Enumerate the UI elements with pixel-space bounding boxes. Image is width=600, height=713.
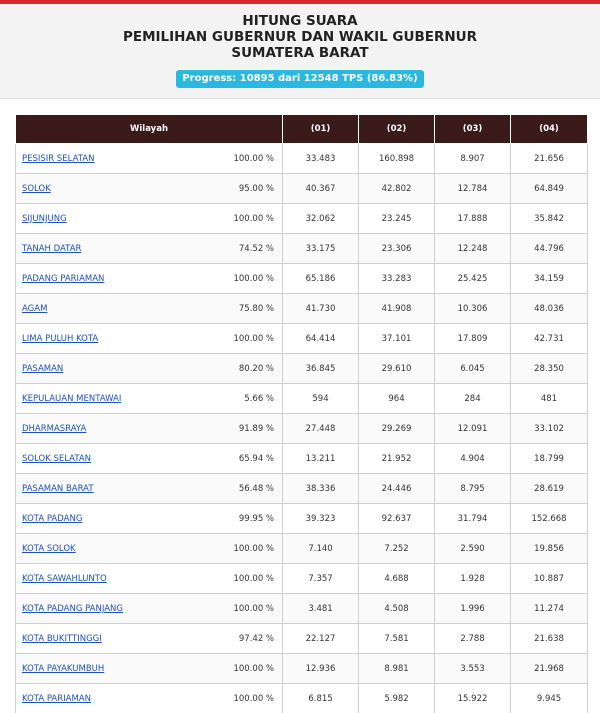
votes-candidate-03: 2.788 <box>435 624 511 654</box>
votes-candidate-03: 12.248 <box>435 234 511 264</box>
region-link[interactable]: KOTA SOLOK <box>22 543 76 554</box>
table-row <box>16 264 588 294</box>
votes-candidate-02: 7.581 <box>359 624 435 654</box>
region-link[interactable]: KOTA SAWAHLUNTO <box>22 573 107 584</box>
completion-percent: 100.00 % <box>211 564 283 594</box>
votes-candidate-04: 21.638 <box>511 624 588 654</box>
region-cell <box>16 174 211 204</box>
table-header-row <box>16 115 588 144</box>
region-cell <box>16 684 211 713</box>
votes-candidate-02: 160.898 <box>359 144 435 174</box>
votes-candidate-04: 33.102 <box>511 414 588 444</box>
votes-candidate-03: 6.045 <box>435 354 511 384</box>
votes-candidate-04: 21.968 <box>511 654 588 684</box>
region-link[interactable]: DHARMASRAYA <box>22 423 87 434</box>
region-link[interactable]: KEPULAUAN MENTAWAI <box>22 393 122 404</box>
completion-percent: 100.00 % <box>211 594 283 624</box>
votes-candidate-02: 8.981 <box>359 654 435 684</box>
votes-candidate-03: 12.784 <box>435 174 511 204</box>
region-link[interactable]: TANAH DATAR <box>22 243 82 254</box>
table-row <box>16 324 588 354</box>
votes-candidate-02: 4.688 <box>359 564 435 594</box>
votes-candidate-04: 44.796 <box>511 234 588 264</box>
table-row <box>16 654 588 684</box>
votes-candidate-04: 28.350 <box>511 354 588 384</box>
completion-percent: 74.52 % <box>211 234 283 264</box>
votes-candidate-01: 7.357 <box>283 564 359 594</box>
votes-candidate-01: 41.730 <box>283 294 359 324</box>
votes-candidate-02: 964 <box>359 384 435 414</box>
region-link[interactable]: KOTA PADANG PANJANG <box>22 603 123 614</box>
votes-candidate-01: 64.414 <box>283 324 359 354</box>
table-row <box>16 294 588 324</box>
region-cell <box>16 504 211 534</box>
votes-candidate-04: 34.159 <box>511 264 588 294</box>
region-cell <box>16 534 211 564</box>
votes-candidate-03: 17.809 <box>435 324 511 354</box>
votes-candidate-01: 33.483 <box>283 144 359 174</box>
completion-percent: 100.00 % <box>211 654 283 684</box>
votes-candidate-01: 65.186 <box>283 264 359 294</box>
region-cell <box>16 414 211 444</box>
column-header-03: (03) <box>435 115 511 144</box>
table-row <box>16 144 588 174</box>
completion-percent: 91.89 % <box>211 414 283 444</box>
votes-candidate-03: 284 <box>435 384 511 414</box>
region-link[interactable]: KOTA PARIAMAN <box>22 693 91 704</box>
completion-percent: 100.00 % <box>211 684 283 713</box>
region-link[interactable]: KOTA BUKITTINGGI <box>22 633 102 644</box>
votes-candidate-03: 8.907 <box>435 144 511 174</box>
table-row <box>16 534 588 564</box>
votes-candidate-02: 23.306 <box>359 234 435 264</box>
votes-candidate-02: 29.269 <box>359 414 435 444</box>
region-cell <box>16 624 211 654</box>
table-body <box>16 144 588 713</box>
votes-candidate-02: 4.508 <box>359 594 435 624</box>
results-table <box>15 114 588 713</box>
table-row <box>16 354 588 384</box>
votes-candidate-04: 35.842 <box>511 204 588 234</box>
table-row <box>16 384 588 414</box>
votes-candidate-01: 13.211 <box>283 444 359 474</box>
completion-percent: 99.95 % <box>211 504 283 534</box>
votes-candidate-03: 1.996 <box>435 594 511 624</box>
column-header-wilayah: Wilayah <box>16 115 283 144</box>
votes-candidate-01: 12.936 <box>283 654 359 684</box>
region-link[interactable]: KOTA PADANG <box>22 513 83 524</box>
votes-candidate-02: 24.446 <box>359 474 435 504</box>
votes-candidate-03: 2.590 <box>435 534 511 564</box>
votes-candidate-01: 594 <box>283 384 359 414</box>
region-cell <box>16 264 211 294</box>
votes-candidate-02: 21.952 <box>359 444 435 474</box>
votes-candidate-01: 3.481 <box>283 594 359 624</box>
votes-candidate-03: 1.928 <box>435 564 511 594</box>
completion-percent: 100.00 % <box>211 204 283 234</box>
table-row <box>16 624 588 654</box>
completion-percent: 65.94 % <box>211 444 283 474</box>
votes-candidate-02: 29.610 <box>359 354 435 384</box>
region-link[interactable]: PADANG PARIAMAN <box>22 273 105 284</box>
region-link[interactable]: PASAMAN <box>22 363 64 374</box>
table-row <box>16 444 588 474</box>
votes-candidate-04: 28.619 <box>511 474 588 504</box>
votes-candidate-03: 4.904 <box>435 444 511 474</box>
region-cell <box>16 354 211 384</box>
votes-candidate-03: 12.091 <box>435 414 511 444</box>
region-link[interactable]: PESISIR SELATAN <box>22 153 95 164</box>
votes-candidate-02: 23.245 <box>359 204 435 234</box>
column-header-01: (01) <box>283 115 359 144</box>
votes-candidate-04: 152.668 <box>511 504 588 534</box>
votes-candidate-04: 481 <box>511 384 588 414</box>
votes-candidate-02: 92.637 <box>359 504 435 534</box>
region-cell <box>16 294 211 324</box>
page-title <box>0 13 600 61</box>
votes-candidate-04: 21.656 <box>511 144 588 174</box>
votes-candidate-03: 25.425 <box>435 264 511 294</box>
table-row <box>16 594 588 624</box>
votes-candidate-01: 32.062 <box>283 204 359 234</box>
column-header-04: (04) <box>511 115 588 144</box>
votes-candidate-02: 5.982 <box>359 684 435 713</box>
votes-candidate-04: 42.731 <box>511 324 588 354</box>
votes-candidate-01: 40.367 <box>283 174 359 204</box>
region-link[interactable]: SIJUNJUNG <box>22 213 67 224</box>
title-line-2: PEMILIHAN GUBERNUR DAN WAKIL GUBERNUR <box>122 29 478 45</box>
votes-candidate-02: 41.908 <box>359 294 435 324</box>
completion-percent: 75.80 % <box>211 294 283 324</box>
region-cell <box>16 654 211 684</box>
column-header-02: (02) <box>359 115 435 144</box>
votes-candidate-01: 39.323 <box>283 504 359 534</box>
completion-percent: 100.00 % <box>211 324 283 354</box>
region-cell <box>16 384 211 414</box>
table-row <box>16 684 588 713</box>
region-cell <box>16 234 211 264</box>
votes-candidate-04: 9.945 <box>511 684 588 713</box>
region-link[interactable]: LIMA PULUH KOTA <box>22 333 99 344</box>
votes-candidate-04: 11.274 <box>511 594 588 624</box>
votes-candidate-03: 31.794 <box>435 504 511 534</box>
votes-candidate-04: 18.799 <box>511 444 588 474</box>
votes-candidate-02: 42.802 <box>359 174 435 204</box>
region-cell <box>16 564 211 594</box>
region-cell <box>16 204 211 234</box>
completion-percent: 56.48 % <box>211 474 283 504</box>
votes-candidate-02: 33.283 <box>359 264 435 294</box>
votes-candidate-03: 8.795 <box>435 474 511 504</box>
table-row <box>16 474 588 504</box>
votes-candidate-03: 17.888 <box>435 204 511 234</box>
region-cell <box>16 144 211 174</box>
completion-percent: 100.00 % <box>211 534 283 564</box>
region-link[interactable]: SOLOK <box>22 183 51 194</box>
votes-candidate-01: 27.448 <box>283 414 359 444</box>
votes-candidate-04: 48.036 <box>511 294 588 324</box>
votes-candidate-04: 19.856 <box>511 534 588 564</box>
votes-candidate-02: 37.101 <box>359 324 435 354</box>
votes-candidate-03: 10.306 <box>435 294 511 324</box>
title-line-1: HITUNG SUARA <box>242 13 358 29</box>
votes-candidate-04: 10.887 <box>511 564 588 594</box>
completion-percent: 97.42 % <box>211 624 283 654</box>
table-row <box>16 234 588 264</box>
completion-percent: 80.20 % <box>211 354 283 384</box>
votes-candidate-03: 3.553 <box>435 654 511 684</box>
table-row <box>16 504 588 534</box>
region-link[interactable]: PASAMAN BARAT <box>22 483 94 494</box>
votes-candidate-04: 64.849 <box>511 174 588 204</box>
region-link[interactable]: SOLOK SELATAN <box>22 453 92 464</box>
votes-candidate-01: 6.815 <box>283 684 359 713</box>
results-table-container <box>15 114 587 713</box>
completion-percent: 100.00 % <box>211 264 283 294</box>
region-link[interactable]: AGAM <box>22 303 48 314</box>
region-link[interactable]: KOTA PAYAKUMBUH <box>22 663 105 674</box>
completion-percent: 5.66 % <box>211 384 283 414</box>
votes-candidate-03: 15.922 <box>435 684 511 713</box>
progress-badge: Progress: 10895 dari 12548 TPS (86.83%) <box>176 70 423 88</box>
votes-candidate-02: 7.252 <box>359 534 435 564</box>
table-row <box>16 204 588 234</box>
votes-candidate-01: 36.845 <box>283 354 359 384</box>
votes-candidate-01: 7.140 <box>283 534 359 564</box>
region-cell <box>16 474 211 504</box>
table-row <box>16 174 588 204</box>
votes-candidate-01: 38.336 <box>283 474 359 504</box>
votes-candidate-01: 33.175 <box>283 234 359 264</box>
completion-percent: 95.00 % <box>211 174 283 204</box>
page-header <box>0 4 600 99</box>
completion-percent: 100.00 % <box>211 144 283 174</box>
title-line-3: SUMATERA BARAT <box>231 45 369 61</box>
region-cell <box>16 444 211 474</box>
region-cell <box>16 324 211 354</box>
table-row <box>16 564 588 594</box>
votes-candidate-01: 22.127 <box>283 624 359 654</box>
region-cell <box>16 594 211 624</box>
table-row <box>16 414 588 444</box>
